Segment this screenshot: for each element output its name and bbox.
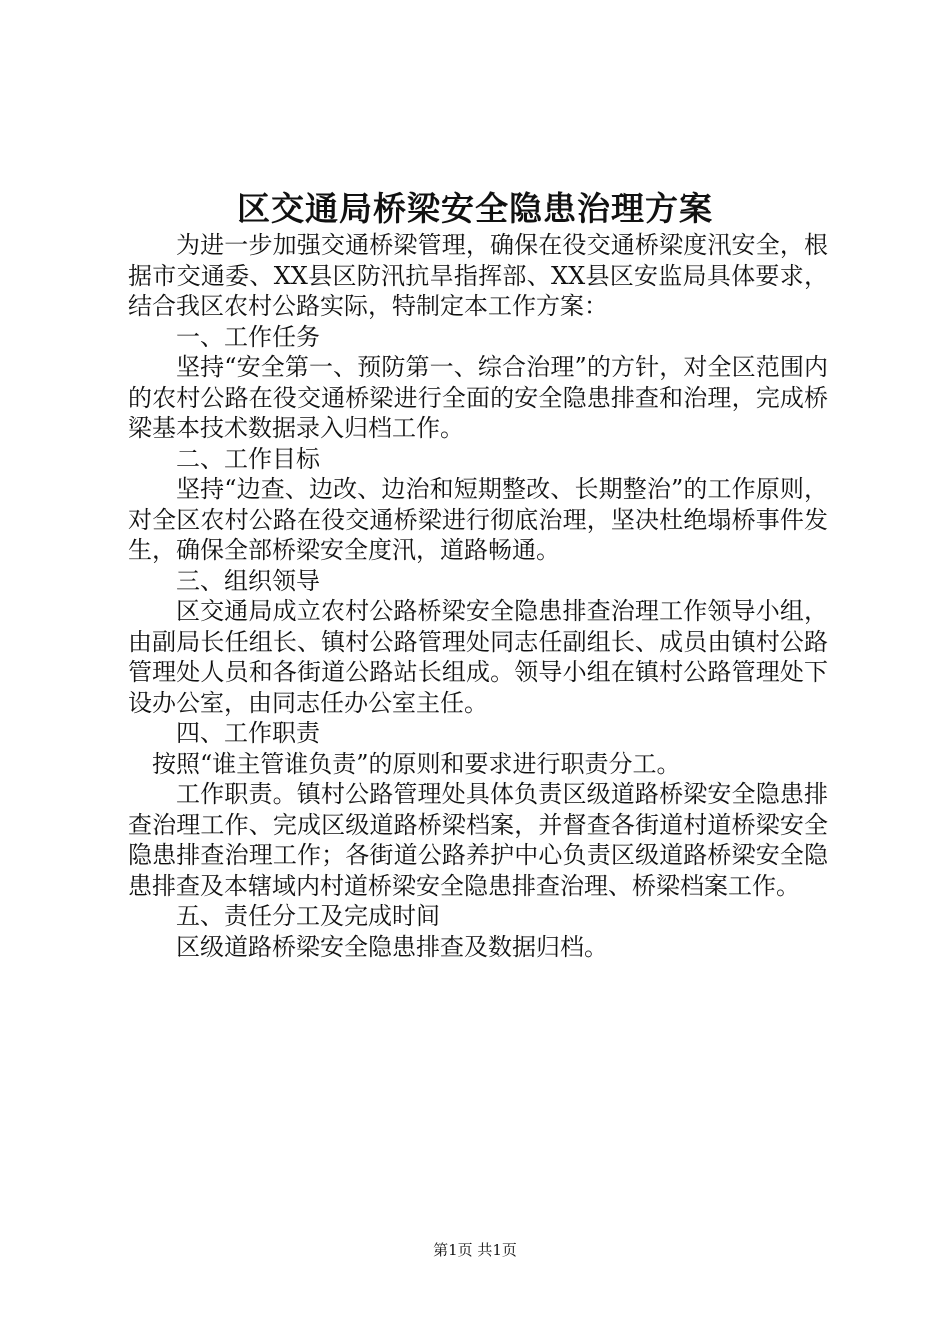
section-paragraph-4a: 按照“谁主管谁负责”的原则和要求进行职责分工。 bbox=[152, 749, 681, 778]
section-heading-4: 四、工作职责 bbox=[176, 719, 320, 747]
section-heading-2: 二、工作目标 bbox=[176, 444, 320, 473]
section-paragraph-4b: 工作职责。镇村公路管理处具体负责区级道路桥梁安全隐患排查治理工作、完成区级道路桥梁档案，并督查各街道村道桥梁安全隐患排查治理工作；各街道公路养护中心负责区级道路桥梁安全隐患排查及本辖域内村道桥梁安全隐患排查治理、桥梁档案工作。 bbox=[128, 780, 828, 900]
page-footer: 第1页 共1页 bbox=[433, 1241, 517, 1259]
document-title: 区交通局桥梁安全隐患治理方案 bbox=[237, 189, 713, 228]
section-heading-1: 一、工作任务 bbox=[176, 322, 320, 351]
section-paragraph-2: 坚持“边查、边改、边治和短期整改、长期整治”的工作原则，对全区农村公路在役交通桥梁进行彻底治理，坚决杜绝塌桥事件发生，确保全部桥梁安全度汛，道路畅通。 bbox=[128, 475, 828, 564]
document-body bbox=[128, 230, 828, 962]
section-heading-5: 五、责任分工及完成时间 bbox=[176, 902, 440, 930]
intro-paragraph: 为进一步加强交通桥梁管理，确保在役交通桥梁度汛安全，根据市交通委、XX县区防汛抗旱指挥部、XX县区安监局具体要求，结合我区农村公路实际，特制定本工作方案： bbox=[128, 231, 828, 320]
section-paragraph-3: 区交通局成立农村公路桥梁安全隐患排查治理工作领导小组，由副局长任组长、镇村公路管理处同志任副组长、成员由镇村公路管理处人员和各街道公路站长组成。领导小组在镇村公路管理处下设办公室，由同志任办公室主任。 bbox=[128, 597, 828, 717]
section-heading-3: 三、组织领导 bbox=[176, 566, 320, 595]
section-paragraph-1: 坚持“安全第一、预防第一、综合治理”的方针，对全区范围内的农村公路在役交通桥梁进行全面的安全隐患排查和治理，完成桥梁基本技术数据录入归档工作。 bbox=[128, 353, 828, 442]
section-paragraph-5: 区级道路桥梁安全隐患排查及数据归档。 bbox=[176, 932, 608, 961]
